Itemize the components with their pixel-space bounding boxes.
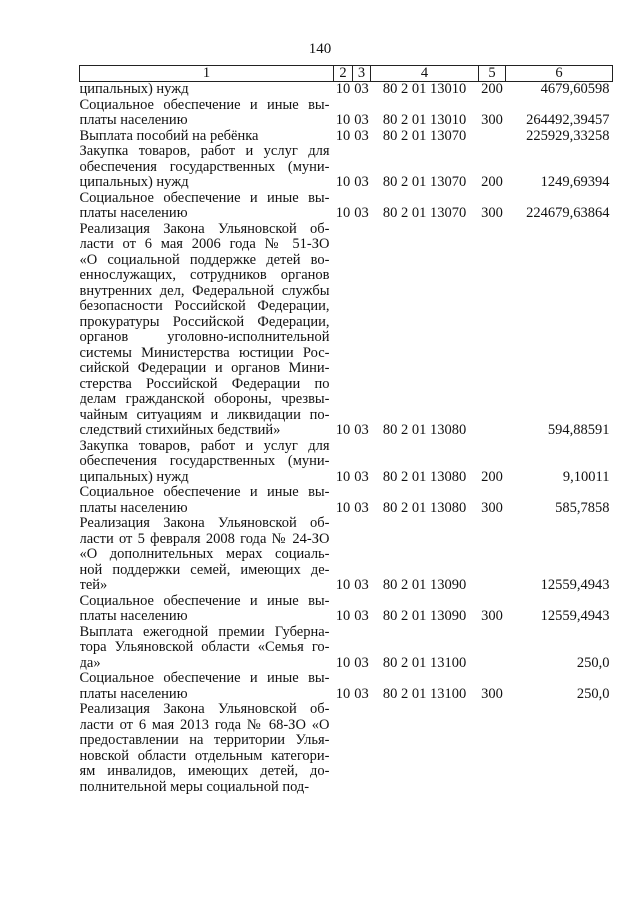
table-row <box>80 191 613 222</box>
row-target-article-code-value: 80 2 01 13010 <box>382 82 467 97</box>
description-line: платы населению <box>79 206 188 221</box>
row-description <box>80 129 334 145</box>
row-amount-value: 225929,33258 <box>526 128 610 144</box>
row-target-article-code <box>371 594 479 625</box>
row-section-code <box>334 702 353 795</box>
description-line: Реализация Закона Ульяновской об- <box>79 516 330 531</box>
row-section-code <box>334 191 353 222</box>
row-description <box>80 516 334 594</box>
description-line: внутренних дел, Федеральной службы <box>79 283 330 299</box>
row-amount-value: 585,7858 <box>555 500 610 516</box>
row-amount-value: 4679,60598 <box>540 82 610 97</box>
row-amount <box>506 98 613 129</box>
row-section-code-value: 10 <box>335 578 351 593</box>
description-line: Выплата ежегодной премии Губерна- <box>79 624 330 640</box>
row-section-code-value: 10 <box>335 113 351 128</box>
row-subsection-code <box>353 144 371 191</box>
row-target-article-code-value: 80 2 01 13090 <box>382 578 467 593</box>
description-line: прокуратуры Российской Федерации, <box>79 314 330 330</box>
description-line: Социальное обеспечение и иные вы- <box>79 97 330 113</box>
description-line: безопасности Российской Федерации, <box>79 299 330 314</box>
description-line: Реализация Закона Ульяновской об- <box>79 702 330 717</box>
row-amount-value: 12559,4943 <box>540 609 610 624</box>
row-subsection-code <box>353 439 371 486</box>
description-line: еннослужащих, сотрудников органов <box>79 268 330 283</box>
row-target-article-code <box>371 671 479 702</box>
row-amount <box>506 222 613 439</box>
row-subsection-code-value: 03 <box>354 655 369 671</box>
row-expense-type-code <box>479 129 506 145</box>
row-section-code <box>334 222 353 439</box>
description-line: системы Министерства юстиции Рос- <box>79 345 330 361</box>
description-line: обеспечения государственных (муни- <box>79 159 330 175</box>
row-section-code-value: 10 <box>335 609 351 624</box>
row-amount <box>506 485 613 516</box>
description-line: стерства Российской Федерации по <box>79 376 330 392</box>
row-section-code <box>334 485 353 516</box>
row-target-article-code <box>371 702 479 795</box>
description-line: предоставлении на территории Улья- <box>79 733 330 748</box>
description-line: ям инвалидов, имеющих детей, до- <box>79 764 330 779</box>
row-target-article-code-value <box>371 780 479 796</box>
description-line: тора Ульяновской области «Семья го- <box>79 640 330 655</box>
table-row <box>80 129 613 145</box>
row-expense-type-code-value: 300 <box>481 113 503 128</box>
row-subsection-code-value: 03 <box>354 423 369 438</box>
row-expense-type-code <box>479 594 506 625</box>
row-amount <box>506 144 613 191</box>
table-row <box>80 671 613 702</box>
row-subsection-code-value: 03 <box>354 128 369 144</box>
description-line: ципальных) нужд <box>79 82 189 97</box>
row-amount <box>506 594 613 625</box>
table-row <box>80 594 613 625</box>
row-expense-type-code <box>479 144 506 191</box>
description-line: «О социальной поддержке детей во- <box>79 252 330 268</box>
row-section-code-value: 10 <box>335 128 351 144</box>
row-amount <box>506 82 613 98</box>
row-subsection-code-value: 03 <box>354 609 369 624</box>
row-section-code-value: 10 <box>335 175 351 190</box>
row-expense-type-code-value: 200 <box>481 469 503 485</box>
description-line: тей» <box>79 578 108 593</box>
row-description <box>80 222 334 439</box>
description-line: органов уголовно-исполнительной <box>79 330 330 345</box>
description-line: Социальное обеспечение и иные вы- <box>79 190 330 206</box>
column-header-4: 4 <box>371 66 479 82</box>
row-section-code-value: 10 <box>335 423 351 438</box>
row-section-code-value: 10 <box>335 686 351 702</box>
row-section-code <box>334 129 353 145</box>
table-row <box>80 439 613 486</box>
row-target-article-code <box>371 222 479 439</box>
row-amount-value: 250,0 <box>576 686 610 702</box>
row-description <box>80 191 334 222</box>
row-subsection-code <box>353 98 371 129</box>
table-header-row <box>80 66 613 82</box>
row-target-article-code-value: 80 2 01 13080 <box>382 469 467 485</box>
row-expense-type-code-value: 300 <box>481 500 503 516</box>
row-subsection-code-value: 03 <box>354 469 369 485</box>
row-target-article-code-value: 80 2 01 13080 <box>382 423 467 438</box>
row-target-article-code <box>371 516 479 594</box>
row-section-code-value: 10 <box>335 655 351 671</box>
row-description <box>80 485 334 516</box>
row-expense-type-code-value: 200 <box>481 82 503 97</box>
row-section-code <box>334 98 353 129</box>
row-amount-value: 1249,69394 <box>540 175 610 190</box>
table-row <box>80 98 613 129</box>
row-section-code-value <box>334 780 353 796</box>
description-line: Закупка товаров, работ и услуг для <box>79 438 330 454</box>
row-expense-type-code-value <box>479 578 506 594</box>
row-subsection-code <box>353 516 371 594</box>
row-subsection-code-value: 03 <box>354 500 369 516</box>
row-amount <box>506 191 613 222</box>
description-line: «О дополнительных мерах социаль- <box>79 547 330 562</box>
row-section-code <box>334 625 353 672</box>
row-target-article-code <box>371 625 479 672</box>
row-description <box>80 671 334 702</box>
row-target-article-code-value: 80 2 01 13010 <box>382 113 467 128</box>
row-amount <box>506 671 613 702</box>
description-line: Социальное обеспечение и иные вы- <box>79 593 330 609</box>
description-line: да» <box>79 655 101 671</box>
row-amount <box>506 516 613 594</box>
row-subsection-code-value: 03 <box>354 206 369 221</box>
row-subsection-code-value: 03 <box>354 686 369 702</box>
row-expense-type-code <box>479 516 506 594</box>
row-subsection-code <box>353 594 371 625</box>
row-expense-type-code <box>479 485 506 516</box>
row-expense-type-code <box>479 702 506 795</box>
row-target-article-code-value: 80 2 01 13070 <box>382 128 467 144</box>
budget-table <box>79 65 613 795</box>
row-expense-type-code <box>479 439 506 486</box>
table-row <box>80 702 613 795</box>
description-line: полнительной меры социальной под- <box>79 779 310 795</box>
row-section-code <box>334 594 353 625</box>
row-amount-value: 12559,4943 <box>540 578 610 593</box>
description-line: ласти от 6 мая 2013 года № 68-ЗО «О <box>79 717 330 733</box>
row-amount <box>506 702 613 795</box>
row-section-code-value: 10 <box>335 206 351 221</box>
row-section-code <box>334 82 353 98</box>
row-subsection-code <box>353 671 371 702</box>
row-section-code-value: 10 <box>335 500 351 516</box>
row-expense-type-code-value: 200 <box>481 175 503 190</box>
row-section-code <box>334 439 353 486</box>
table-row <box>80 222 613 439</box>
row-amount-value: 264492,39457 <box>526 113 610 128</box>
column-header-6: 6 <box>506 66 613 82</box>
row-subsection-code <box>353 485 371 516</box>
row-description <box>80 594 334 625</box>
column-header-5: 5 <box>479 66 506 82</box>
row-target-article-code <box>371 191 479 222</box>
description-line: следствий стихийных бедствий» <box>79 423 281 438</box>
row-expense-type-code-value: 300 <box>481 609 503 624</box>
row-amount-value <box>506 780 610 796</box>
description-line: Социальное обеспечение и иные вы- <box>79 671 330 686</box>
table-body <box>80 82 613 796</box>
row-target-article-code <box>371 144 479 191</box>
row-description <box>80 625 334 672</box>
row-subsection-code-value: 03 <box>354 175 369 190</box>
row-expense-type-code <box>479 625 506 672</box>
row-section-code <box>334 516 353 594</box>
description-line: новской области отдельным категори- <box>79 748 330 764</box>
row-expense-type-code <box>479 82 506 98</box>
row-amount <box>506 129 613 145</box>
row-amount <box>506 625 613 672</box>
row-target-article-code <box>371 129 479 145</box>
page-number: 140 <box>308 41 332 57</box>
row-subsection-code <box>353 702 371 795</box>
row-target-article-code-value: 80 2 01 13070 <box>382 206 467 221</box>
description-line: Реализация Закона Ульяновской об- <box>79 221 330 237</box>
description-line: Социальное обеспечение и иные вы- <box>79 485 330 500</box>
description-line: Закупка товаров, работ и услуг для <box>79 144 330 159</box>
row-subsection-code-value: 03 <box>354 82 369 97</box>
description-line: платы населению <box>79 686 188 702</box>
row-expense-type-code <box>479 222 506 439</box>
description-line: платы населению <box>79 113 188 128</box>
row-amount-value: 250,0 <box>576 655 610 671</box>
row-amount-value: 594,88591 <box>547 423 610 438</box>
row-expense-type-code-value <box>479 129 506 145</box>
row-target-article-code <box>371 82 479 98</box>
row-amount-value: 9,10011 <box>562 469 610 485</box>
description-line: сийской Федерации и органов Мини- <box>79 361 330 376</box>
row-subsection-code-value: 03 <box>354 113 369 128</box>
description-line: обеспечения государственных (муни- <box>79 454 330 469</box>
table-row <box>80 82 613 98</box>
row-expense-type-code <box>479 191 506 222</box>
column-header-1: 1 <box>80 66 334 82</box>
row-target-article-code-value: 80 2 01 13080 <box>382 500 467 516</box>
row-subsection-code <box>353 82 371 98</box>
row-target-article-code-value: 80 2 01 13090 <box>382 609 467 624</box>
row-subsection-code <box>353 191 371 222</box>
row-description <box>80 82 334 98</box>
row-subsection-code <box>353 222 371 439</box>
row-description <box>80 98 334 129</box>
table-row <box>80 144 613 191</box>
row-expense-type-code <box>479 671 506 702</box>
row-expense-type-code-value <box>479 780 506 796</box>
table-row <box>80 485 613 516</box>
row-target-article-code-value: 80 2 01 13100 <box>382 655 467 671</box>
row-amount-value: 224679,63864 <box>526 206 610 221</box>
column-header-3: 3 <box>353 66 371 82</box>
description-line: ласти от 5 февраля 2008 года № 24-ЗО <box>79 531 330 547</box>
row-expense-type-code-value <box>479 423 506 439</box>
row-target-article-code-value: 80 2 01 13100 <box>382 686 467 702</box>
row-subsection-code <box>353 625 371 672</box>
row-section-code-value: 10 <box>335 82 351 97</box>
row-target-article-code-value: 80 2 01 13070 <box>382 175 467 190</box>
row-expense-type-code <box>479 98 506 129</box>
column-header-2: 2 <box>334 66 353 82</box>
description-line: делам гражданской обороны, чрезвы- <box>79 392 330 407</box>
row-expense-type-code-value: 300 <box>481 686 503 702</box>
description-line: ципальных) нужд <box>79 469 189 485</box>
row-section-code <box>334 144 353 191</box>
row-section-code-value: 10 <box>335 469 351 485</box>
row-expense-type-code-value <box>479 656 506 672</box>
row-target-article-code <box>371 485 479 516</box>
row-subsection-code-value <box>353 780 371 796</box>
description-line: Выплата пособий на ребёнка <box>79 128 259 144</box>
row-description <box>80 702 334 795</box>
row-amount <box>506 439 613 486</box>
description-line: ной поддержки семей, имеющих де- <box>79 562 330 578</box>
row-subsection-code-value: 03 <box>354 578 369 593</box>
description-line: ласти от 6 мая 2006 года № 51-ЗО <box>79 237 330 252</box>
row-description <box>80 439 334 486</box>
row-subsection-code <box>353 129 371 145</box>
description-line: чайным ситуациям и ликвидации по- <box>79 407 330 423</box>
row-target-article-code <box>371 98 479 129</box>
description-line: платы населению <box>79 500 188 516</box>
row-expense-type-code-value: 300 <box>481 206 503 221</box>
description-line: ципальных) нужд <box>79 175 189 190</box>
table-row <box>80 516 613 594</box>
row-target-article-code <box>371 439 479 486</box>
description-line: платы населению <box>79 609 188 624</box>
row-section-code <box>334 671 353 702</box>
table-row <box>80 625 613 672</box>
row-description <box>80 144 334 191</box>
